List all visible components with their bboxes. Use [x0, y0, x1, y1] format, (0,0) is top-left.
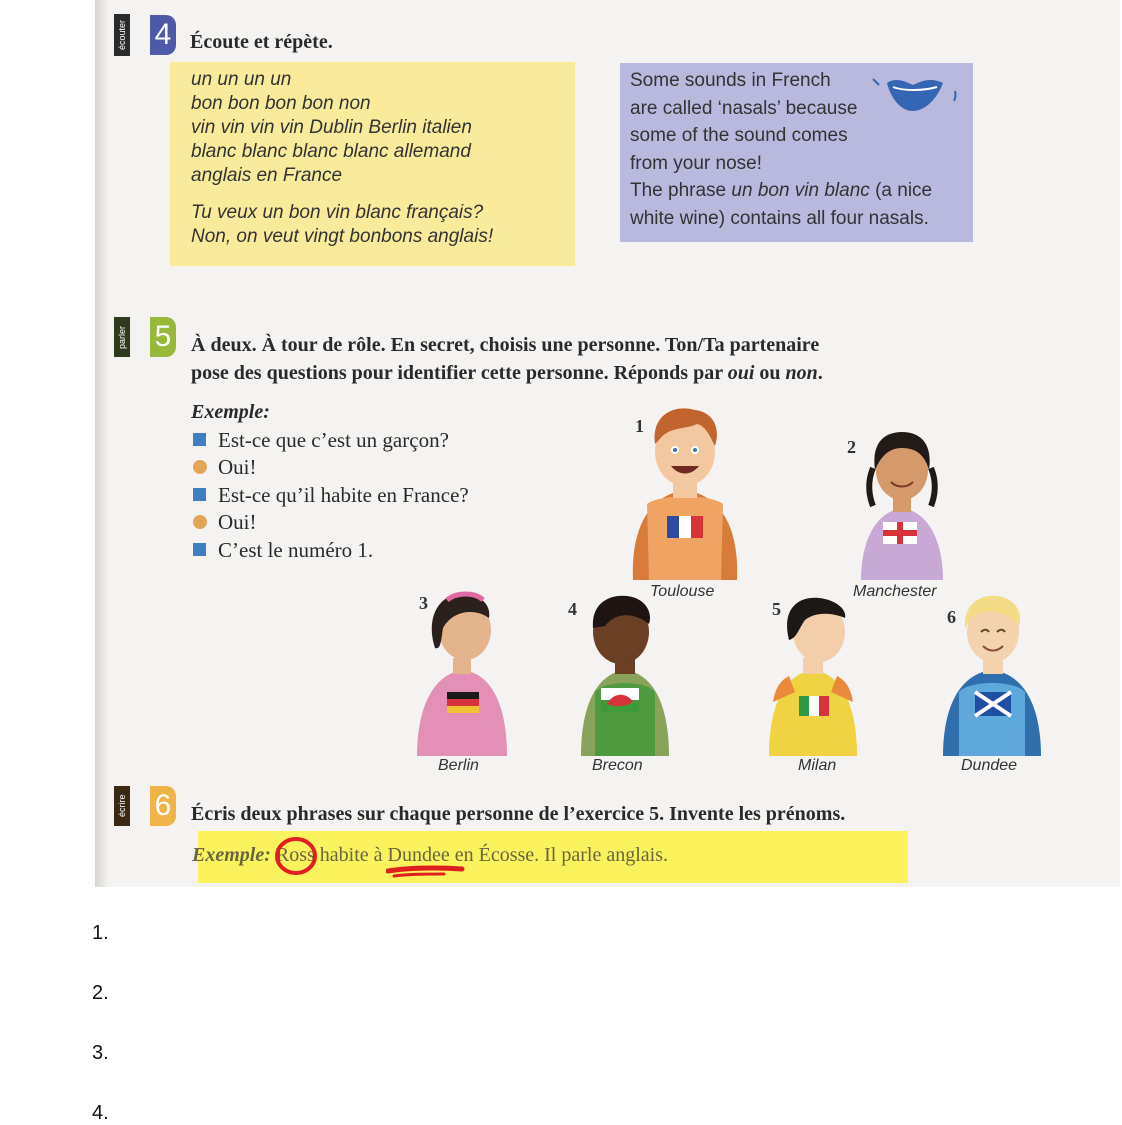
exercise-4-title: Écoute et répète.: [190, 31, 333, 53]
twister-line: Tu veux un bon vin blanc français?: [191, 202, 484, 223]
info-line: some of the sound comes: [630, 125, 848, 146]
person-number: 2: [847, 437, 856, 457]
answer-line-3[interactable]: 3.: [92, 1042, 109, 1064]
exercise-4-number: 4: [150, 15, 176, 55]
circle-bullet-icon: [193, 460, 207, 474]
person-number: 6: [947, 607, 956, 627]
pron-line: un un un un: [191, 69, 292, 90]
info-phrase-pre: The phrase: [630, 180, 732, 201]
scotland-flag-icon: [975, 692, 1011, 716]
pronunciation-box: [170, 62, 575, 266]
person-city: Dundee: [961, 757, 1018, 774]
dialogue-text: Est-ce que c’est un garçon?: [218, 428, 449, 452]
pron-line: vin vin vin vin Dublin Berlin italien: [191, 117, 472, 138]
exercise-5-number: 5: [150, 317, 176, 357]
oui-word: oui: [727, 362, 755, 384]
answer-line-4[interactable]: 4.: [92, 1102, 109, 1124]
circle-bullet-icon: [193, 515, 207, 529]
person-3-girl-illustration: [413, 588, 511, 756]
pron-line: anglais en France: [191, 165, 343, 186]
red-circle-annotation: [272, 834, 322, 878]
info-line: [630, 177, 932, 205]
dialogue-text: Est-ce qu’il habite en France?: [218, 483, 469, 507]
example-name: Ross: [275, 844, 315, 866]
square-bullet-icon: [193, 543, 206, 556]
example-mid: habite à: [314, 844, 388, 866]
ou-word: ou: [754, 362, 786, 384]
dialogue-text: C’est le numéro 1.: [218, 538, 374, 562]
info-line: white wine) contains all four nasals.: [630, 207, 929, 229]
example-city-annotated: [388, 842, 450, 870]
exercise-6-title: Écris deux phrases sur chaque personne de l’exercice 5. Invente les prénoms.: [191, 803, 846, 825]
info-line: Some sounds in French: [630, 70, 831, 91]
exercise-6-example-label: Exemple:: [192, 844, 271, 866]
exercise-5-title-line1: À deux. À tour de rôle. En secret, choisis une personne. Ton/Ta partenaire: [191, 334, 820, 356]
germany-flag-icon: [447, 692, 479, 713]
person-number: 5: [772, 599, 781, 619]
england-flag-icon: [883, 522, 917, 544]
info-phrase-italic: un bon vin blanc: [731, 180, 870, 201]
square-bullet-icon: [193, 488, 206, 501]
exercise-6-example: [192, 842, 668, 870]
person-number: 3: [419, 593, 428, 613]
title-period: .: [817, 362, 823, 384]
exercise-5-example-label: Exemple:: [191, 401, 270, 423]
person-5-boy-illustration: [765, 592, 861, 756]
person-6-boy-illustration: [939, 594, 1045, 756]
pronunciation-lines: [191, 68, 472, 188]
dialogue-line: [193, 537, 373, 565]
france-flag-icon: [667, 516, 703, 538]
wales-flag-icon: [601, 688, 639, 712]
pron-line: blanc blanc blanc blanc allemand: [191, 141, 471, 162]
red-underline-annotation: [386, 864, 466, 878]
person-city: Milan: [798, 757, 837, 774]
pron-line: bon bon bon bon non: [191, 93, 371, 114]
person-city: Toulouse: [650, 583, 715, 600]
person-2-girl-illustration: [857, 430, 947, 580]
twister-line: Non, on veut vingt bonbons anglais!: [191, 226, 494, 247]
example-city: Dundee: [387, 844, 450, 866]
nasals-info-box: [620, 63, 973, 242]
dialogue-line: [193, 482, 469, 510]
dialogue-text: Oui!: [218, 510, 257, 534]
dialogue-line: [193, 427, 449, 455]
example-end: en Écosse. Il parle anglais.: [449, 844, 668, 866]
title-line2-pre: pose des questions pour identifier cette personne. Réponds par: [191, 362, 728, 384]
person-number: 4: [568, 599, 577, 619]
dialogue-line: [193, 454, 257, 482]
info-phrase-post: (a nice: [869, 180, 933, 201]
exercise-5-title-line2: [191, 359, 823, 387]
answer-line-1[interactable]: 1.: [92, 922, 109, 944]
answer-line-2[interactable]: 2.: [92, 982, 109, 1004]
non-word: non: [785, 362, 818, 384]
textbook-page: [95, 0, 1120, 887]
person-1-boy-illustration: [625, 404, 745, 580]
exercise-6-number: 6: [150, 786, 176, 826]
skill-tab-ecouter: écouter: [114, 14, 130, 56]
person-city: Berlin: [438, 757, 479, 774]
skill-tab-ecrire: écrire: [114, 786, 130, 826]
example-name-annotated: [276, 842, 315, 870]
skill-tab-parler: parler: [114, 317, 130, 357]
exercise-5-title: [191, 331, 823, 387]
italy-flag-icon: [799, 696, 829, 716]
person-city: Manchester: [853, 583, 937, 600]
person-number: 1: [635, 416, 644, 436]
dialogue-line: [193, 509, 257, 537]
tongue-twister: [191, 201, 493, 249]
info-line: from your nose!: [630, 152, 762, 174]
dialogue-text: Oui!: [218, 455, 257, 479]
person-city: Brecon: [592, 757, 643, 774]
square-bullet-icon: [193, 433, 206, 446]
person-4-boy-illustration: [577, 592, 673, 756]
lips-icon: [865, 73, 965, 123]
info-line: are called ‘nasals’ because: [630, 97, 858, 119]
